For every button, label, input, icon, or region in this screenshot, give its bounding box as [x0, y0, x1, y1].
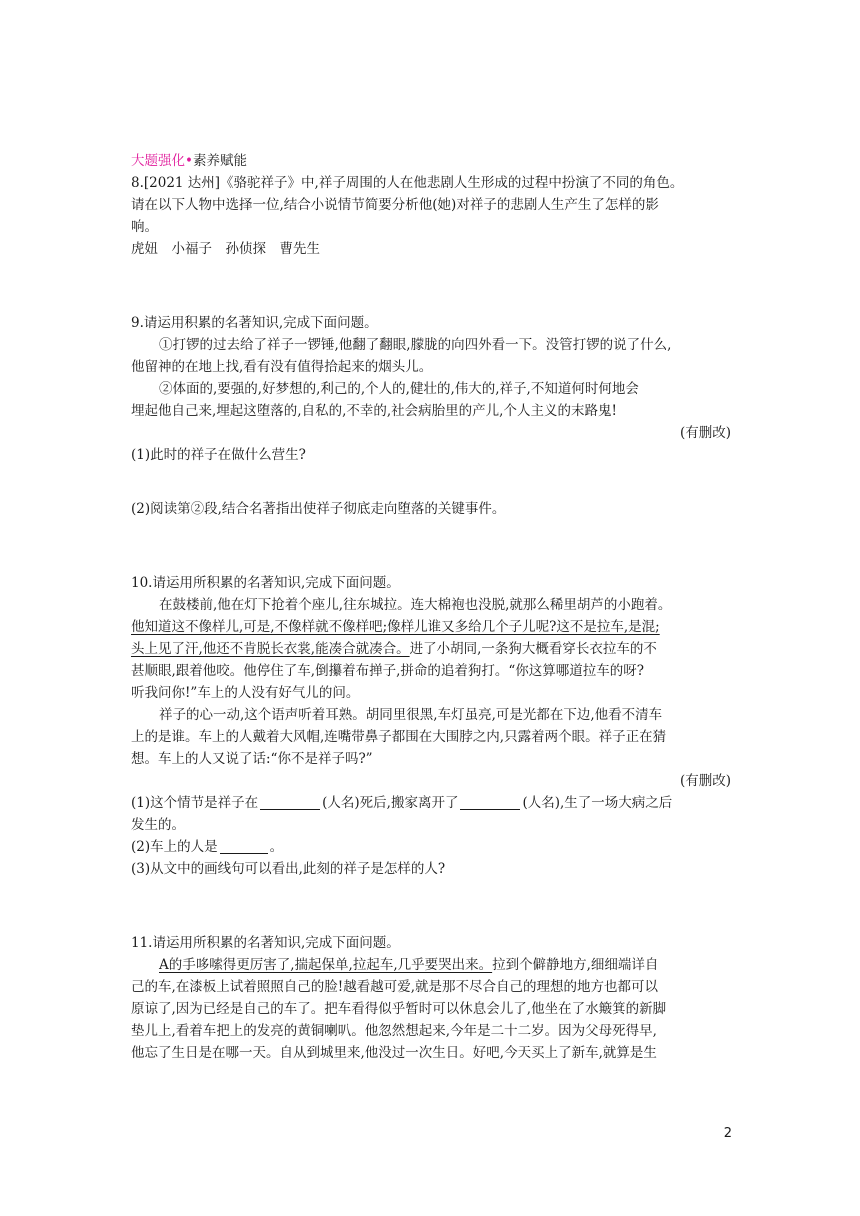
fill-in-blank[interactable] — [460, 795, 520, 810]
page-number: 2 — [723, 1126, 732, 1141]
q10-passage-line: 想。车上的人又说了话:“你不是祥子吗?” — [131, 751, 373, 767]
q10-source-note: (有删改) — [679, 773, 731, 789]
q10-sub-question-2 — [131, 836, 731, 858]
answer-space — [131, 520, 731, 572]
q10-passage-line: 上的是谁。车上的人戴着大风帽,连嘴带鼻子都围在大围脖之内,只露着两个眼。祥子正在猜 — [131, 729, 667, 745]
page-content — [131, 150, 731, 1064]
q10-sub2-text: 。 — [269, 839, 284, 855]
q9-sub-question-1: (1)此时的祥子在做什么营生? — [131, 447, 306, 463]
q11-passage-line: 他忘了生日是在哪一天。自从到城里来,他没过一次生日。好吧,今天买上了新车,就算是生 — [131, 1045, 657, 1061]
q8-options: 虎妞 小福子 孙侦探 曹先生 — [131, 241, 320, 257]
q10-passage-line: 在鼓楼前,他在灯下抢着个座儿,往东城拉。连大棉袍也没脱,就那么稀里胡芦的小跑着。 — [159, 597, 672, 613]
q11-passage-text: 拉到个僻静地方,细细端详自 — [492, 957, 659, 973]
q10-passage-text: 进了小胡同,一条狗大概看穿长衣拉车的不 — [409, 641, 657, 657]
q9-passage-line: 埋起他自己来,埋起这堕落的,自私的,不幸的,社会病胎里的产儿,个人主义的末路鬼! — [131, 403, 617, 419]
question-8 — [131, 172, 731, 260]
q11-passage-line: 己的车,在漆板上试着照照自己的脸!越看越可爱,就是那不尽合自己的理想的地方也都可以 — [131, 979, 659, 995]
q10-sub-question-1-cont: 发生的。 — [131, 817, 185, 833]
q10-sub1-text: (人名),生了一场大病之后 — [522, 795, 673, 811]
q10-sub2-text: (2)车上的人是 — [131, 839, 218, 855]
section-title-rest: 素养赋能 — [192, 153, 247, 169]
q8-line: 请在以下人物中选择一位,结合小说情节简要分析他(她)对祥子的悲剧人生产生了怎样的影 — [131, 197, 659, 213]
q9-passage-line: 他留神的在地上找,看有没有值得拾起来的烟头儿。 — [131, 359, 433, 375]
q9-passage-line: ②体面的,要强的,好梦想的,利己的,个人的,健壮的,伟大的,祥子,不知道何时何地会 — [159, 381, 639, 397]
q9-source-note: (有删改) — [679, 425, 731, 441]
q10-sub-question-3: (3)从文中的画线句可以看出,此刻的祥子是怎样的人? — [131, 861, 446, 877]
section-title — [131, 150, 731, 172]
q11-passage-line: 垫儿上,看着车把上的发亮的黄铜喇叭。他忽然想起来,今年是二十二岁。因为父母死得早, — [131, 1023, 657, 1039]
q10-passage-line: 祥子的心一动,这个语声听着耳熟。胡同里很黑,车灯虽亮,可是光都在下边,他看不清车 — [159, 707, 663, 723]
answer-space — [131, 260, 731, 312]
q10-sub-question-1 — [131, 792, 731, 814]
q9-passage-line: ①打锣的过去给了祥子一锣锤,他翻了翻眼,朦胧的向四外看一下。没管打锣的说了什么, — [159, 337, 672, 353]
q11-passage-line: 原谅了,因为已经是自己的车了。把车看得似乎暂时可以休息会儿了,他坐在了水簸箕的新脚 — [131, 1001, 667, 1017]
answer-space — [131, 466, 731, 498]
q9-stem: 9.请运用积累的名著知识,完成下面问题。 — [131, 315, 378, 331]
q10-passage-line: 听我问你!”车上的人没有好气儿的问。 — [131, 685, 360, 701]
question-11 — [131, 932, 731, 1064]
q10-underlined-sentence: 头上见了汗,他还不肯脱长衣裳,能凑合就凑合。 — [131, 641, 410, 657]
section-title-colored: 大题强化 — [131, 153, 185, 169]
q11-underlined-sentence: A的手哆嗦得更厉害了,揣起保单,拉起车,几乎要哭出来。 — [159, 957, 493, 973]
answer-space — [131, 880, 731, 932]
q8-line: 响。 — [131, 219, 158, 235]
q10-sub1-text: (人名)死后,搬家离开了 — [322, 795, 459, 811]
fill-in-blank[interactable] — [260, 795, 320, 810]
q8-line: 8.[2021 达州]《骆驼祥子》中,祥子周围的人在他悲剧人生形成的过程中扮演了不同的角色。 — [131, 175, 684, 191]
fill-in-blank[interactable] — [220, 839, 268, 854]
question-10 — [131, 572, 731, 880]
section-title-dot: • — [185, 153, 193, 169]
q9-sub-question-2: (2)阅读第②段,结合名著指出使祥子彻底走向堕落的关键事件。 — [131, 501, 506, 517]
q10-passage-line: 甚顺眼,跟着他咬。他停住了车,倒攥着布掸子,拼命的追着狗打。“你这算哪道拉车的呀? — [131, 663, 645, 679]
question-9 — [131, 312, 731, 520]
q11-stem: 11.请运用所积累的名著知识,完成下面问题。 — [131, 935, 400, 951]
q10-underlined-sentence: 他知道这不像样儿,可是,不像样就不像样吧;像样儿谁又多给几个子儿呢?这不是拉车,是混; — [131, 619, 660, 635]
q10-stem: 10.请运用所积累的名著知识,完成下面问题。 — [131, 575, 400, 591]
q10-sub1-text: (1)这个情节是祥子在 — [131, 795, 259, 811]
